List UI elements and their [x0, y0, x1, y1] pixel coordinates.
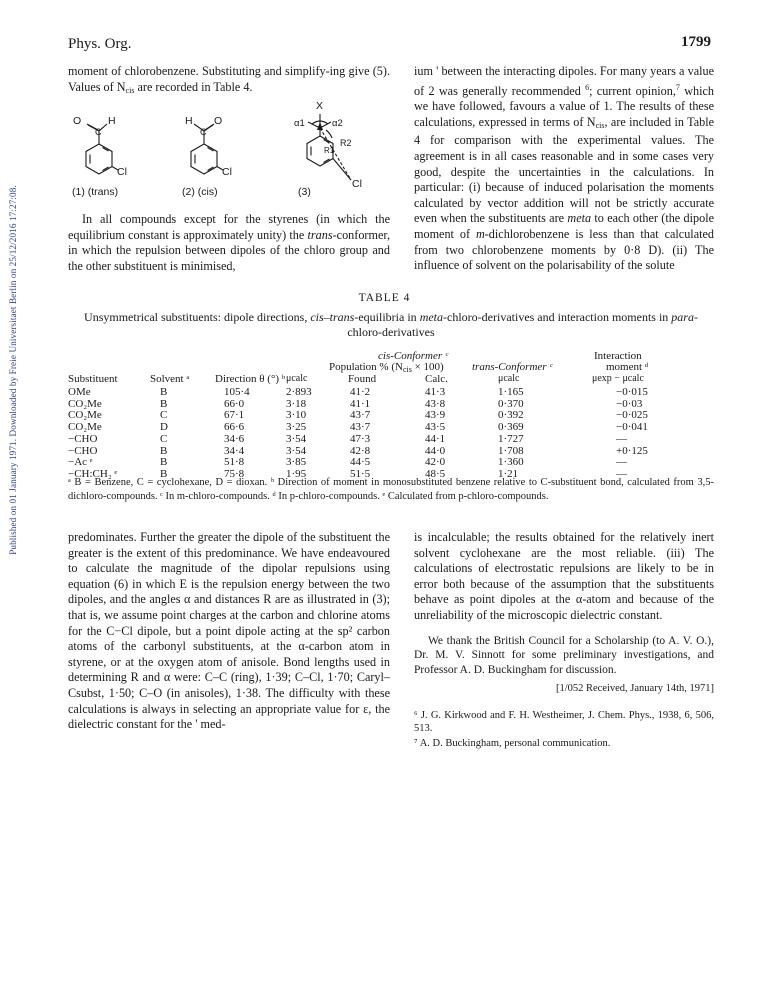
cell-mu-calc: 3·18 [286, 397, 307, 410]
table-title: TABLE 4 [358, 292, 411, 304]
table-caption: Unsymmetrical substituents: dipole directions, cis–trans-equilibria in meta-chloro-derivatives and interaction moments in para-chloro-derivatives [84, 310, 698, 339]
cell-solvent: B [160, 444, 168, 457]
cell-calc: 42·0 [425, 456, 446, 469]
cell-trans-mu-calc: 1·21 [498, 467, 519, 480]
cell-trans-mu-calc: 0·370 [498, 397, 524, 410]
cell-interaction-moment: +0·125 [616, 444, 648, 457]
cell-direction: 66·6 [224, 421, 245, 434]
header-solvent: Solvent ᵃ [150, 373, 190, 385]
cell-mu-calc: 1·95 [286, 467, 307, 480]
journal-section-title: Phys. Org. [68, 36, 132, 52]
cell-mu-calc: 2·893 [286, 386, 312, 398]
header-calc: Calc. [425, 373, 448, 385]
paragraph-conformer: In all compounds except for the styrenes (in which the equilibrium constant is approximately unity) the trans-conformer, in which the repulsion between dipoles of the chloro group and the other substituent is minimised, [68, 212, 390, 273]
cell-mu-calc: 3·54 [286, 432, 307, 445]
header-interaction: Interaction [594, 350, 642, 362]
cell-direction: 66·0 [224, 397, 245, 410]
carbon-atom-1: C [95, 127, 102, 137]
download-note: Published on 01 January 1971. Downloaded by Freie Universitaet Berlin on 25/12/2016 17:27:08. [8, 185, 19, 555]
acknowledgements: We thank the British Council for a Scholarship (to A. V. O.), Dr. M. V. Sinnott for some preliminary investigations, and Professor A. D. Buckingham for discussion. [414, 634, 714, 676]
cell-calc: 41·3 [425, 386, 446, 398]
cell-calc: 44·1 [425, 432, 446, 445]
cell-trans-mu-calc: 1·360 [498, 456, 524, 469]
cell-calc: 43·8 [425, 397, 446, 410]
left-column-top [68, 64, 390, 98]
header-population: Population % $(N_{cis} \times 100)$ [329, 361, 444, 374]
cell-found: 51·5 [350, 467, 371, 480]
cell-trans-mu-calc: 0·392 [498, 409, 524, 422]
right-column-top [414, 64, 714, 274]
cell-mu-calc: 3·25 [286, 421, 307, 434]
cell-calc: 44·0 [425, 444, 446, 457]
oxygen-atom-1: O [73, 115, 82, 127]
cell-solvent: B [160, 467, 168, 480]
cell-solvent: C [160, 432, 168, 445]
cell-substituent: −CH:CH₂ ᵉ [68, 467, 118, 480]
cell-found: 41·1 [350, 397, 371, 410]
cell-trans-mu-calc: 0·369 [498, 421, 524, 434]
cell-direction: 34·4 [224, 444, 245, 457]
cell-solvent: B [160, 386, 168, 398]
cell-substituent: CO₂Me [68, 397, 102, 410]
cell-solvent: B [160, 456, 168, 469]
paragraph-moment: moment of chlorobenzene. Substituting and simplify-ing give (5). Values of $N_{cis}$ are recorded in Table 4. [68, 64, 390, 95]
cell-direction: 67·1 [224, 409, 245, 422]
alpha-2-label: α2 [332, 118, 343, 129]
cell-calc: 43·5 [425, 421, 446, 434]
cell-trans-mu-calc: 1·727 [498, 432, 524, 445]
oxygen-atom-2: O [214, 115, 223, 127]
cell-found: 41·2 [350, 386, 371, 398]
cell-interaction-moment: −0·025 [616, 409, 648, 422]
header-substituent: Substituent [68, 373, 118, 385]
hydrogen-atom-2: H [185, 115, 193, 127]
cell-mu-calc: 3·85 [286, 456, 307, 469]
header-trans-conformer: trans-Conformer ᶜ [472, 361, 553, 373]
reference-6: ⁶ J. G. Kirkwood and F. H. Westheimer, J. Chem. Phys., 1938, 6, 506, 513. [414, 709, 714, 734]
cell-substituent: −Ac ᵉ [68, 456, 93, 469]
cell-found: 42·8 [350, 444, 371, 457]
header-found: Found [348, 373, 377, 385]
cell-direction: 34·6 [224, 432, 245, 445]
cell-substituent: CO₂Me [68, 421, 102, 434]
cell-direction: 75·8 [224, 467, 245, 480]
cell-substituent: −CHO [68, 432, 98, 445]
cell-solvent: B [160, 397, 168, 410]
r1-label: R1 [324, 146, 335, 155]
cell-substituent: CO₂Me [68, 409, 102, 422]
chlorine-atom-3: Cl [352, 178, 362, 190]
chemical-structures [68, 100, 390, 200]
header-cis-conformer: cis-Conformer ᶜ [378, 350, 448, 362]
page-number: 1799 [681, 34, 711, 50]
cell-direction: 51·8 [224, 456, 245, 469]
cell-found: 47·3 [350, 432, 371, 445]
hydrogen-atom-1: H [108, 115, 116, 127]
paragraph-results: ium ' between the interacting dipoles. For many years a value of 2 was generally recommended $^6$; current opinion,$^7$ which we have followed, favours a value of 1. The results of these calculations, expressed in terms of $N_{cis}$, are included in Table 4 for comparison with the experimental values. The agreement is in all cases reasonable and in some cases very good, despite the uncertainties in the calculations. In particular: (i) because of induced polarisation the moments calculated by vector addition will not be strictly accurate even when the substituents are meta to each other (the dipole moment of m-dichlorobenzene is less than that calculated from two chlorobenzene moments by 0·8 D). (ii) The influence of solvent on the polarisability of the solute [414, 64, 714, 273]
alpha-1-label: α1 [294, 118, 305, 129]
cell-interaction-moment: −0·015 [616, 386, 648, 398]
cell-substituent: OMe [68, 386, 91, 398]
left-column-top-continued [68, 212, 390, 274]
paragraph-dipole-repulsion: predominates. Further the greater the dipole of the substituent the greater is the extent of this predominance. We have endeavoured to calculate the magnitude of the dipolar repulsions using equation (6) in which E is the repulsion energy between the two dipoles, and the angles α and distances R are as illustrated in (3); that is, we assume point charges at the carbon and chlorine atoms for the C−Cl dipole, but a point dipole acting at the sp² carbon atoms of the carbonyl substituents, at the α-carbon atom in styrene, or at the oxygen atom of anisole. Bond lengths used in determining R and α were: C–C (ring), 1·39; C–Cl, 1·70; Caryl–Csubst, 1·50; C–O (in anisoles), 1·38. The difficulty with these calculations is always in selecting an appropriate value for ε, the dielectric constant for the ' med- [68, 530, 390, 732]
table-footnotes: ᵃ B = Benzene, C = cyclohexane, D = dioxan. ᵇ Direction of moment in monosubstituted benzene relative to C-substituent bond, calculated from 3,5-dichloro-compounds. ᶜ In m-chloro-compounds. ᵈ In p-chloro-compounds. ᵉ Calculated from p-chloro-compounds. [68, 477, 714, 502]
cell-direction: 105·4 [224, 386, 250, 398]
download-watermark [2, 110, 24, 630]
right-column-bottom [414, 530, 714, 752]
cell-found: 44·5 [350, 456, 371, 469]
received-date: [1/052 Received, January 14th, 1971] [555, 683, 714, 695]
header-mu-calc: μcalc [286, 373, 308, 384]
cell-solvent: D [160, 421, 168, 434]
header-mu-exp-minus-calc: μexp − μcalc [592, 373, 644, 384]
cell-found: 43·7 [350, 409, 371, 422]
header-trans-mu-calc: μcalc [498, 373, 520, 384]
paragraph-solvent: is incalculable; the results obtained for the relatively inert solvent cyclohexane are the most reliable. (iii) The calculations of electrostatic repulsions are likely to be in error both because of the assumption that the substituents behave as point dipoles at the α-atom and because of the unreliability of the microscopic dielectric constant. [414, 530, 714, 622]
structures-drawing [68, 100, 390, 200]
cell-interaction-moment: — [616, 467, 627, 480]
cell-calc: 43·9 [425, 409, 446, 422]
chlorine-atom-1: Cl [117, 166, 127, 178]
cell-substituent: −CHO [68, 444, 98, 457]
cell-mu-calc: 3·54 [286, 444, 307, 457]
cell-interaction-moment: −0·03 [616, 397, 643, 410]
cell-calc: 48·5 [425, 467, 446, 480]
left-column-bottom [68, 530, 390, 733]
structure-3-label: (3) [298, 186, 311, 198]
cell-found: 43·7 [350, 421, 371, 434]
cell-trans-mu-calc: 1·165 [498, 386, 524, 398]
r2-label: R2 [340, 138, 352, 148]
cell-interaction-moment: — [616, 456, 627, 469]
cell-trans-mu-calc: 1·708 [498, 444, 524, 457]
carbon-atom-2: C [200, 127, 207, 137]
header-moment: moment ᵈ [606, 361, 649, 373]
substituent-x: X [316, 100, 324, 112]
cell-interaction-moment: −0·041 [616, 421, 648, 434]
structure-1-label: (1) (trans) [72, 186, 119, 198]
cell-solvent: C [160, 409, 168, 422]
chlorine-atom-2: Cl [222, 166, 232, 178]
references [414, 709, 714, 750]
header-direction: Direction θ (°) ᵇ [215, 373, 286, 385]
cell-interaction-moment: — [616, 432, 627, 445]
cell-mu-calc: 3·10 [286, 409, 307, 422]
reference-7: ⁷ A. D. Buckingham, personal communication. [414, 737, 611, 749]
structure-2-label: (2) (cis) [182, 186, 218, 198]
